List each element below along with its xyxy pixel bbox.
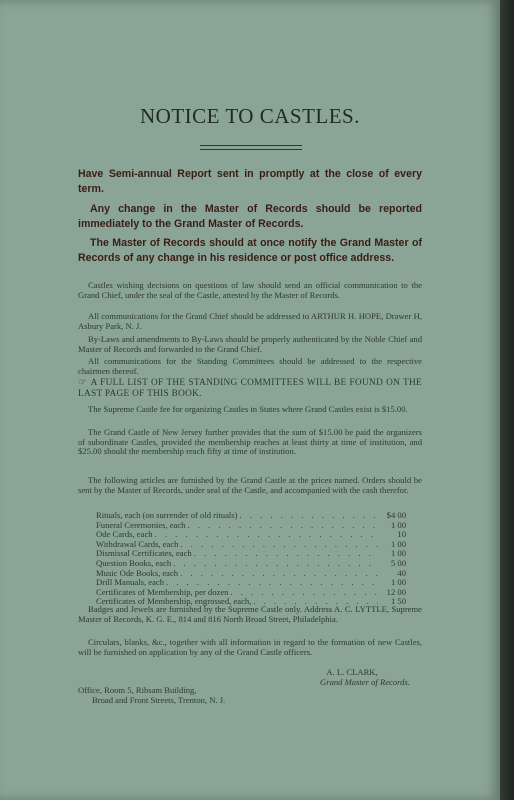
title-rule-top: [200, 145, 302, 146]
price-list-item: Funeral Ceremonies, each . . . 1 00: [96, 521, 406, 531]
para-organizer-fee: The Grand Castle of New Jersey further provides that the sum of $15.00 be paid the organizers of subordinate Castles, provided the membership reaches at least thirty at time of institution, and $25.00 should the membership reach fifty at time of institution.: [78, 427, 422, 457]
price-list-item: Music Ode Books, each . . . 40: [96, 569, 406, 579]
page-title: NOTICE TO CASTLES.: [140, 104, 360, 128]
office-address-line1: Office, Room 5, Ribsam Building,: [78, 685, 197, 695]
price-list-item: Certificates of Membership, engrossed, each, . . . 1 50: [96, 597, 406, 607]
para-standing-committees: All communications for the Standing Committees should be addressed to the respective chairmen thereof.: [78, 356, 422, 376]
para-law-decisions: Castles wishing decisions on questions of law should send an official communication to the Grand Chief, under the seal of the Castle, attested by the Master of Records.: [78, 280, 422, 300]
para-articles-intro: The following articles are furnished by the Grand Castle at the prices named. Orders should be sent by the Master of Records, under seal of the Castle, and accompanied with the cash therefor.: [78, 475, 422, 495]
signature-name: A. L. CLARK,: [326, 667, 378, 677]
price-list-item: Question Books, each . . . 5 00: [96, 559, 406, 569]
price-list-item: Ode Cards, each . . . 10: [96, 530, 406, 540]
page-edge: [500, 0, 514, 800]
para-circulars: Circulars, blanks, &c., together with all information in regard to the formation of new Castles, will be furnished on application by any of the Grand Castle officers.: [78, 637, 422, 657]
price-list-item: Certificates of Membership, per dozen . . . 12 00: [96, 588, 406, 598]
pointing-hand-icon: ☞: [78, 378, 87, 388]
notice-semi-annual: Have Semi-annual Report sent in promptly at the close of every term.: [78, 168, 422, 195]
price-list-item: Dismissal Certificates, each . . . 1 00: [96, 549, 406, 559]
para-by-laws: By-Laws and amendments to By-Laws should be properly authenticated by the Noble Chief and Master of Records and forwarded to the Grand Chief.: [78, 334, 422, 354]
price-list-item: Rituals, each (on surrender of old rituals) . . . $4 00: [96, 511, 406, 521]
para-grand-chief-address: All communications for the Grand Chief should be addressed to ARTHUR H. HOPE, Drawer H, Asbury Park, N. J.: [78, 311, 422, 331]
signature-title: Grand Master of Records.: [320, 677, 410, 687]
para-badges-jewels: Badges and Jewels are furnished by the Supreme Castle only. Address A. C. LYTTLE, Supreme Master of Records, K. G. E., 814 and 816 North Broad Street, Philadelphia.: [78, 604, 422, 624]
title-rule-bottom: [200, 149, 302, 150]
price-list-item: Drill Manuals, each . . . 1 00: [96, 578, 406, 588]
notice-residence: The Master of Records should at once notify the Grand Master of Records of any change in his residence or post office address.: [78, 237, 422, 264]
para-supreme-fee: The Supreme Castle fee for organizing Castles in States where Grand Castles exist is $15.00.: [88, 404, 408, 414]
office-address-line2: Broad and Front Streets, Trenton, N. J.: [92, 695, 226, 705]
price-list-item: Withdrawal Cards, each . . . 1 00: [96, 540, 406, 550]
price-list: [96, 511, 406, 607]
notice-master-change: Any change in the Master of Records should be reported immediately to the Grand Master of Records.: [78, 203, 422, 230]
committees-notice-text: A FULL LIST OF THE STANDING COMMITTEES WILL BE FOUND ON THE LAST PAGE OF THIS BOOK.: [78, 378, 422, 399]
committees-notice: [78, 378, 422, 400]
